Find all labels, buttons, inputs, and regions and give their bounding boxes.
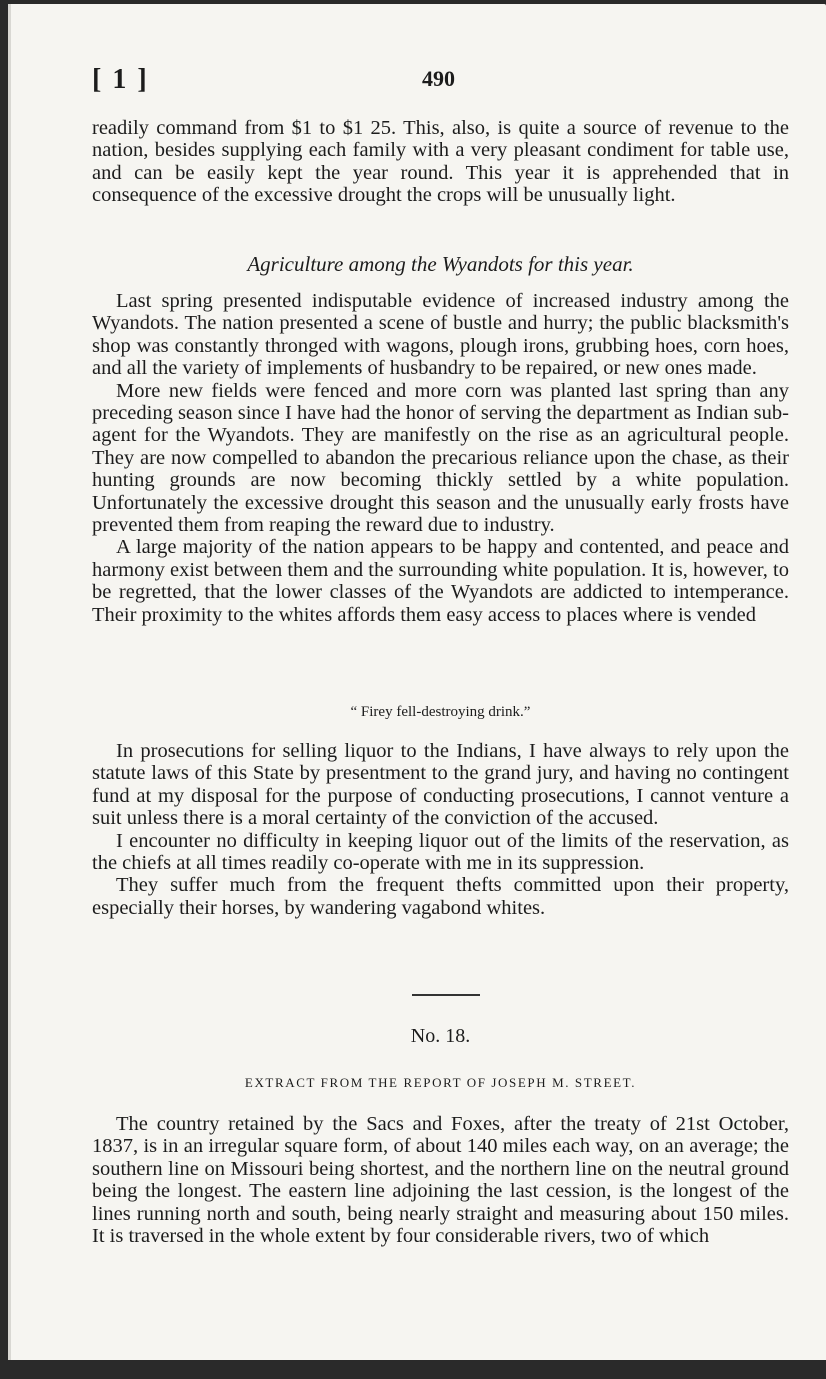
agriculture-body-part2 [92, 740, 789, 919]
extract-title: EXTRACT FROM THE REPORT OF JOSEPH M. STREET. [244, 1075, 637, 1090]
paragraph [92, 380, 789, 537]
paragraph [92, 290, 789, 380]
section-heading-agriculture: Agriculture among the Wyandots for this year. [247, 252, 634, 276]
agriculture-body-part1 [92, 290, 789, 626]
paragraph [92, 740, 789, 830]
section-divider [412, 994, 480, 996]
paragraph: readily command from $1 to $1 25. This, also, is quite a source of revenue to the nation, besides supplying each family with a very pleasant condiment for table use, and can be easily kept the year round. This year it is apprehended that in consequence of the excessive drought the crops will be unusually light. [92, 117, 789, 207]
paragraph [92, 830, 789, 875]
scan-bottom-edge [0, 1360, 826, 1379]
quotation: “ Firey fell-destroying drink.” [350, 704, 531, 720]
paragraph [92, 1113, 789, 1247]
paragraph [92, 536, 789, 626]
page-edge-shadow [8, 4, 11, 1372]
paragraph-text: In prosecutions for selling liquor to the Indians, I have always to rely upon the statute laws of this State by presentment to the grand jury, and having no contingent fund at my disposal for the purpose of conducting prosecutions, I cannot venture a suit unless there is a moral certainty of the conviction of the accused. [92, 740, 789, 830]
continued-paragraph [92, 117, 789, 207]
paragraph-text: They suffer much from the frequent thefts committed upon their property, especially their horses, by wandering vagabond whites. [92, 874, 789, 919]
page-header [92, 64, 789, 96]
paragraph [92, 874, 789, 919]
paragraph-text: Last spring presented indisputable evidence of increased industry among the Wyandots. The nation presented a scene of bustle and hurry; the public blacksmith's shop was constantly thronged with wagons, plough irons, grubbing hoes, corn hoes, and all the variety of implements of husbandry to be repaired, or new ones made. [92, 290, 789, 380]
document-number-bracket: [ 1 ] [92, 64, 149, 95]
page-number: 490 [422, 66, 455, 91]
paragraph-text: More new fields were fenced and more corn was planted last spring than any preceding season since I have had the honor of serving the department as Indian sub-agent for the Wyandots. They are manifestly on the rise as an agricultural people. They are now compelled to abandon the precarious reliance upon the chase, as their hunting grounds are now becoming thickly settled by a white population. Unfortunately the excessive drought this season and the unusually early frosts have prevented them from reaping the reward due to industry. [92, 379, 789, 537]
document-number-heading: No. 18. [410, 1025, 471, 1047]
paragraph-text: The country retained by the Sacs and Foxes, after the treaty of 21st October, 1837, is in an irregular square form, of about 140 miles each way, on an average; the southern line on Missouri being shortest, and the northern line on the neutral ground being the longest. The eastern line adjoining the last cession, is the longest of the lines running north and south, being nearly straight and measuring about 150 miles. It is traversed in the whole extent by four considerable rivers, two of which [92, 1113, 789, 1248]
extract-body [92, 1113, 789, 1247]
paragraph-text: A large majority of the nation appears to be happy and contented, and peace and harmony exist between them and the surrounding white population. It is, however, to be regretted, that the lower classes of the Wyandots are addicted to intemperance. Their proximity to the whites affords them easy access to places where is vended [92, 536, 789, 626]
paragraph-text: I encounter no difficulty in keeping liquor out of the limits of the reservation, as the chiefs at all times readily co-operate with me in its suppression. [92, 829, 789, 875]
